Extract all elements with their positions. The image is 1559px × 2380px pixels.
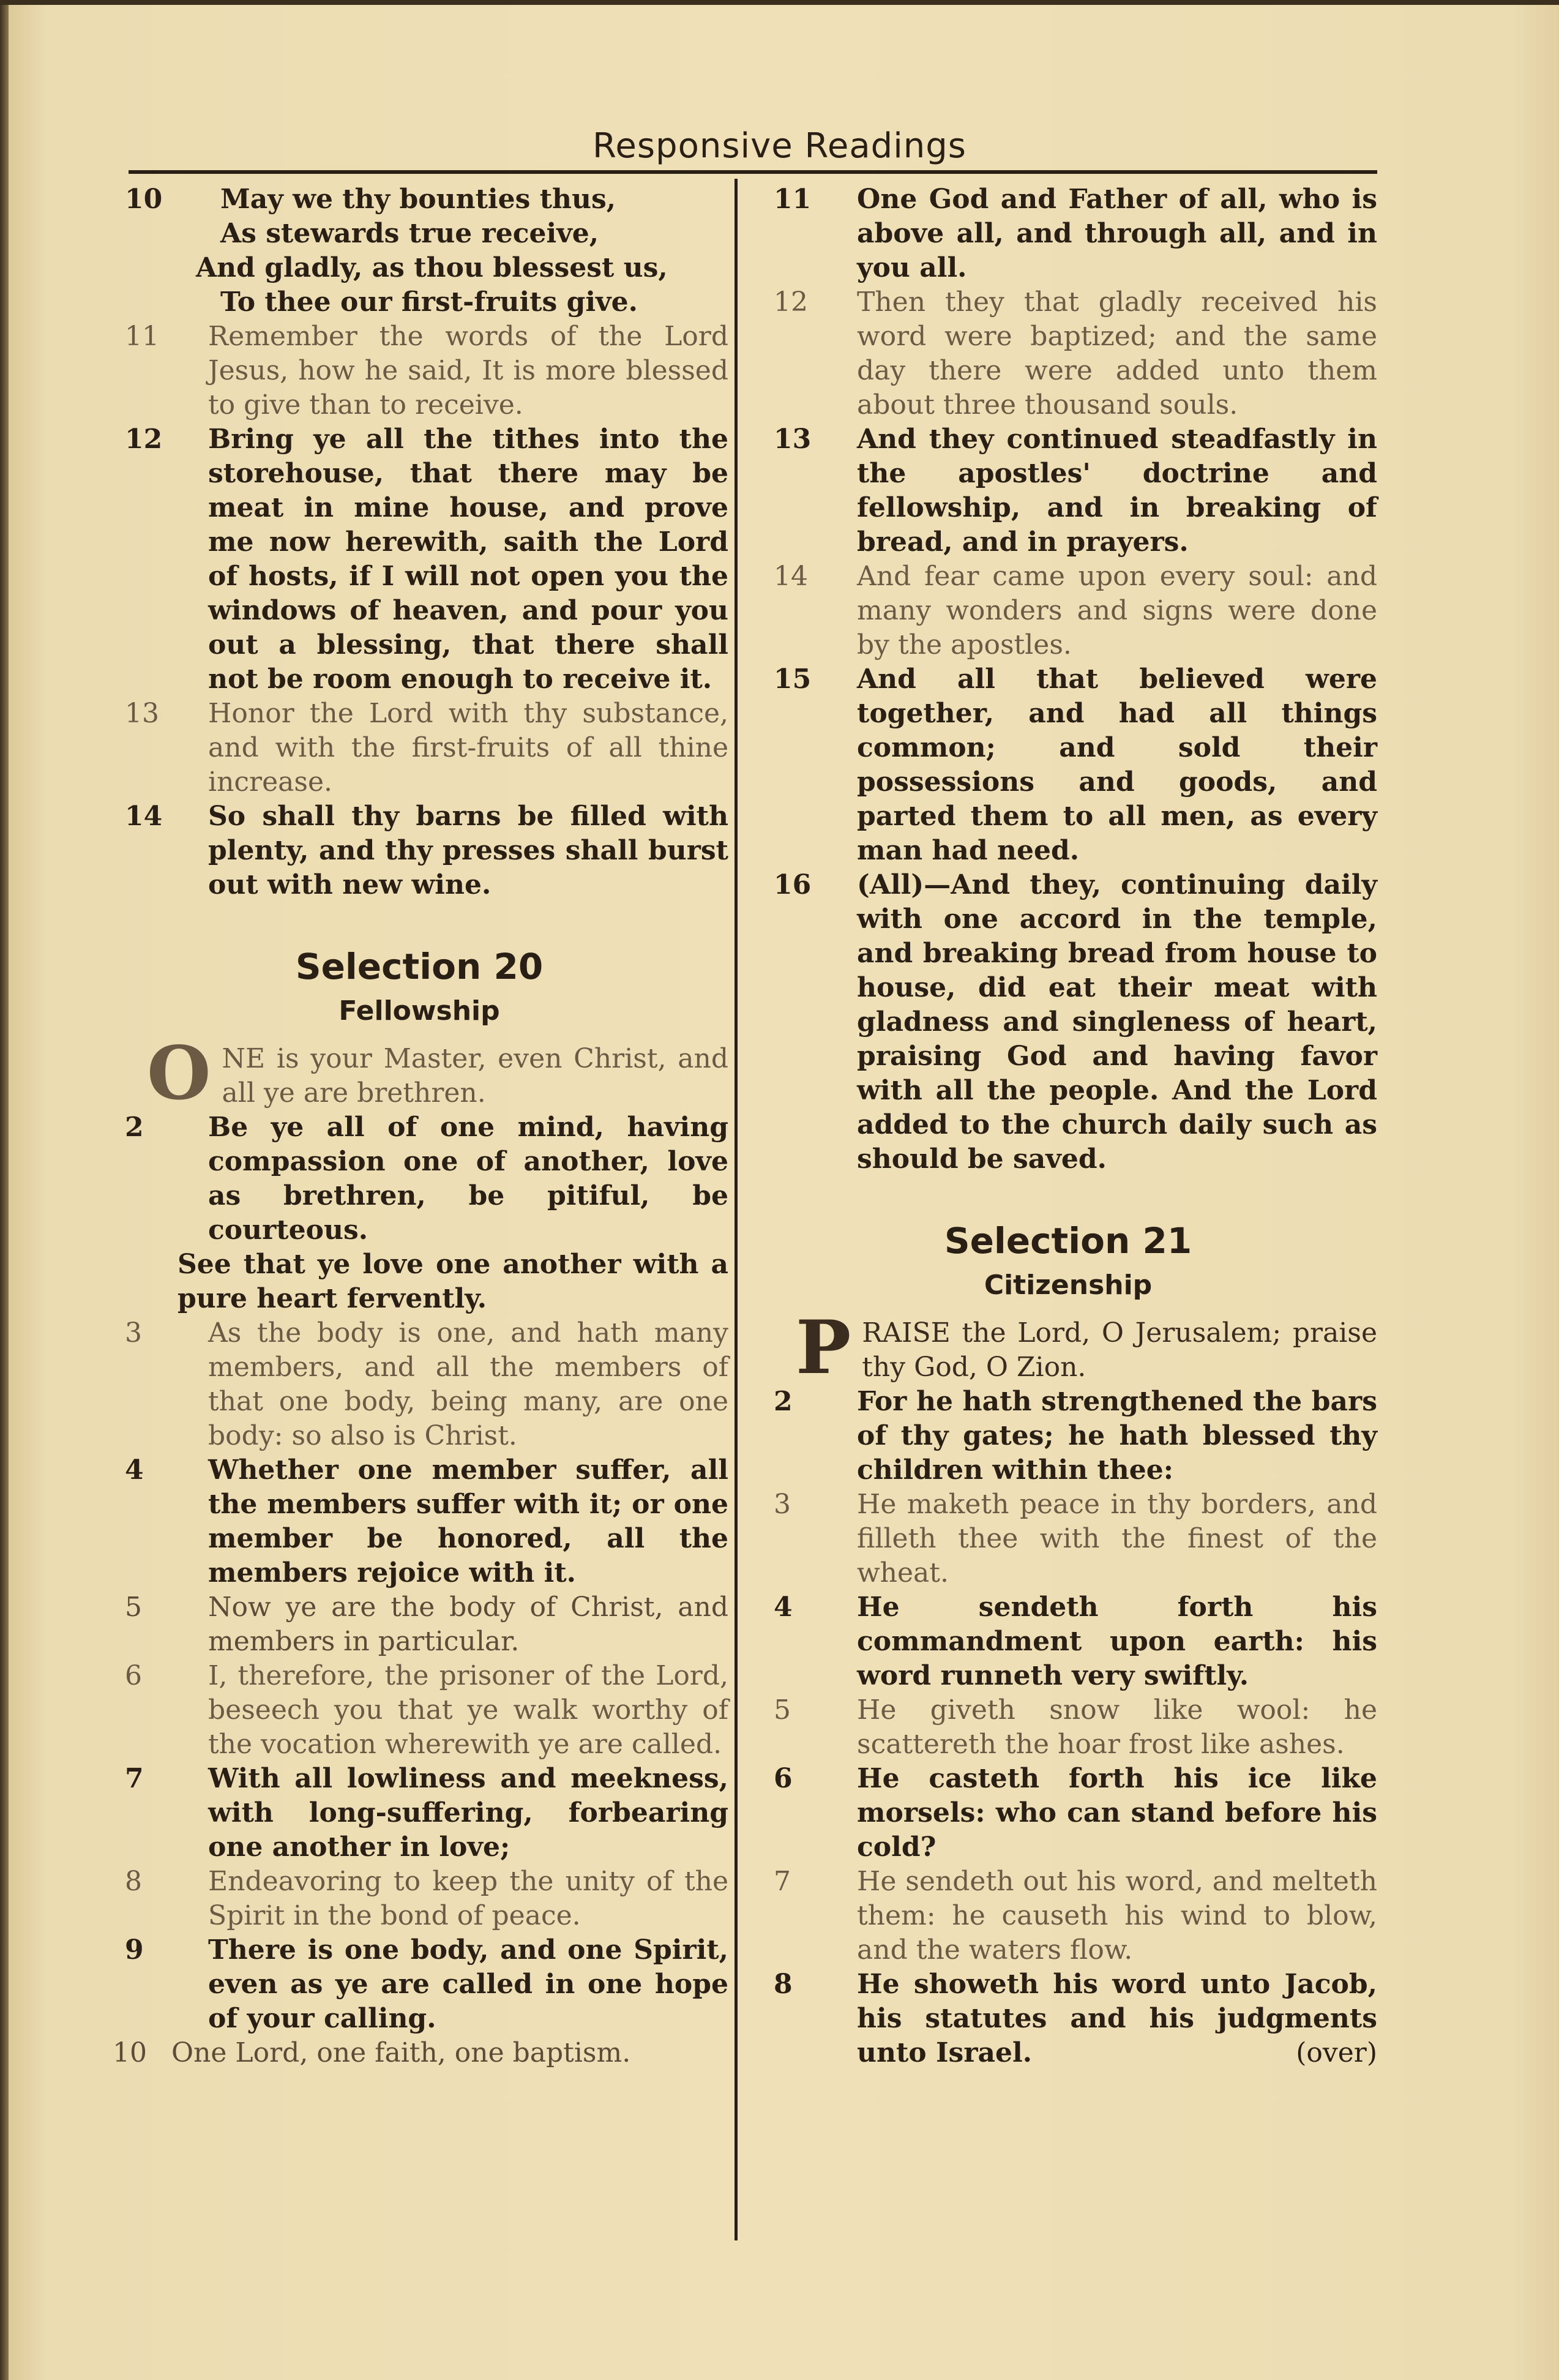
verse-number: 14 xyxy=(125,801,163,832)
selection-subtitle: Citizenship xyxy=(984,1270,1153,1301)
verse-text: One Lord, one faith, one baptism. xyxy=(171,2037,631,2068)
verse-number: 10 xyxy=(113,2037,147,2068)
verse xyxy=(759,182,1377,285)
verse-text: Bring ye all the tithes into the storehouse, that there may be meat in mine house, and prove me now herewith, saith the Lord of hosts, if I will not open you the windows of heaven, and pour you out a blessing, that there shall not be room enough to receive it. xyxy=(208,424,728,695)
verse-number: 11 xyxy=(125,321,159,352)
verse xyxy=(759,1762,1377,1865)
verse-number: 12 xyxy=(774,286,808,318)
verse-text: He casteth forth his ice like morsels: who can stand before his cold? xyxy=(857,1763,1377,1863)
verse-text: So shall thy barns be filled with plenty, and thy presses shall burst out with new wine. xyxy=(208,801,728,900)
verse-number: 3 xyxy=(125,1317,142,1349)
verse xyxy=(759,1590,1377,1693)
verse xyxy=(110,1933,728,2036)
verse-number: 13 xyxy=(774,424,812,455)
verse xyxy=(110,422,728,697)
verse-text: Whether one member suffer, all the members suffer with it; or one member be honored, all the members rejoice with it. xyxy=(208,1454,728,1589)
opening-verse xyxy=(110,1030,728,1117)
verse xyxy=(110,1865,728,1933)
selection-title: Selection 20 xyxy=(295,946,544,987)
verse xyxy=(110,1248,728,1316)
verse-number: 2 xyxy=(125,1112,144,1143)
verse-text: With all lowliness and meekness, with long-suffering, forbearing one another in love; xyxy=(208,1763,728,1863)
verse-number: 14 xyxy=(774,561,808,592)
verse-text: There is one body, and one Spirit, even as ye are called in one hope of your calling. xyxy=(208,1934,728,2034)
stanza-line: And gladly, as thou blessest us, xyxy=(196,252,668,283)
verse-text: Be ye all of one mind, having compassion one of another, love as brethren, be pitiful, be courteous. xyxy=(208,1112,728,1246)
verse xyxy=(110,1453,728,1590)
verse-text: Then they that gladly received his word were baptized; and the same day there were added unto them about three thousand souls. xyxy=(857,286,1377,421)
drop-cap: P xyxy=(796,1304,851,1391)
verse-number: 4 xyxy=(125,1454,144,1486)
verse xyxy=(110,1110,728,1248)
verse-number: 7 xyxy=(125,1763,144,1794)
verse-number: 7 xyxy=(774,1866,791,1897)
right-column xyxy=(759,182,1377,2070)
stanza-10 xyxy=(110,182,728,320)
verse xyxy=(759,662,1377,868)
verse-number: 16 xyxy=(774,869,812,900)
verse-number: 15 xyxy=(774,664,812,695)
verse-text: Now ye are the body of Christ, and members in particular. xyxy=(208,1592,728,1657)
verse-text: I, therefore, the prisoner of the Lord, beseech you that ye walk worthy of the vocation wherewith ye are called. xyxy=(208,1660,728,1760)
verse-text: He maketh peace in thy borders, and filleth thee with the finest of the wheat. xyxy=(857,1489,1377,1589)
verse xyxy=(759,1385,1377,1488)
verse-number: 8 xyxy=(774,1969,793,2000)
verse-number: 5 xyxy=(125,1592,142,1623)
verse-number: 4 xyxy=(774,1592,793,1623)
verse-number: 11 xyxy=(774,184,812,215)
page-title: Responsive Readings xyxy=(593,126,966,166)
verse-number: 5 xyxy=(774,1694,791,1726)
header-rule xyxy=(129,170,1377,174)
verse xyxy=(759,285,1377,422)
verse xyxy=(110,1316,728,1453)
verse-number: 10 xyxy=(125,184,163,215)
verse-text: See that ye love one another with a pure heart fervently. xyxy=(178,1249,728,1314)
verse xyxy=(759,1865,1377,1967)
verse xyxy=(759,1488,1377,1590)
verse xyxy=(759,1693,1377,1762)
verse xyxy=(110,320,728,422)
page-binding-edge xyxy=(0,0,9,2380)
verse-number: 12 xyxy=(125,424,163,455)
verse xyxy=(110,1590,728,1659)
verse-text: (All)—And they, continuing daily with one accord in the temple, and breaking bread from house to house, did eat their meat with gladness and singleness of heart, praising God and having favor with all the people. And the Lord added to the church daily such as should be saved. xyxy=(857,869,1377,1175)
verse-number: 9 xyxy=(125,1934,144,1966)
verse-text: He sendeth forth his commandment upon earth: his word runneth very swiftly. xyxy=(857,1592,1377,1691)
verse xyxy=(110,1659,728,1762)
verse-text: He sendeth out his word, and melteth them: he causeth his wind to blow, and the waters flow. xyxy=(857,1866,1377,1966)
verse-number: 6 xyxy=(774,1763,793,1794)
stanza-line: As stewards true receive, xyxy=(220,218,599,249)
verse-number: 13 xyxy=(125,698,159,729)
verse-number: 2 xyxy=(774,1386,793,1417)
opening-text: RAISE the Lord, O Jerusalem; praise thy God, O Zion. xyxy=(862,1317,1377,1383)
verse-text: One God and Father of all, who is above all, and through all, and in you all. xyxy=(857,184,1377,283)
opening-text: NE is your Master, even Christ, and all ye are brethren. xyxy=(222,1043,728,1109)
stanza-line: May we thy bounties thus, xyxy=(220,184,616,215)
continuation-note: (over) xyxy=(1296,2037,1377,2068)
verse xyxy=(759,868,1377,1177)
stanza-line: To thee our first-fruits give. xyxy=(220,286,638,318)
verse-text: Honor the Lord with thy substance, and with the first-fruits of all thine increase. xyxy=(208,698,728,798)
verse-text: Endeavoring to keep the unity of the Spirit in the bond of peace. xyxy=(208,1866,728,1931)
verse xyxy=(759,559,1377,662)
opening-verse xyxy=(759,1304,1377,1391)
verse-text: He giveth snow like wool: he scattereth the hoar frost like ashes. xyxy=(857,1694,1377,1760)
selection-subtitle: Fellowship xyxy=(338,995,500,1027)
verse-text: And all that believed were together, and had all things common; and sold their possessions and goods, and parted them to all men, as every man had need. xyxy=(857,664,1377,866)
verse xyxy=(759,1967,1377,2070)
verse-text: And they continued steadfastly in the apostles' doctrine and fellowship, and in breaking of bread, and in prayers. xyxy=(857,424,1377,558)
drop-cap: O xyxy=(147,1030,211,1117)
verse-text: Remember the words of the Lord Jesus, how he said, It is more blessed to give than to receive. xyxy=(208,321,728,421)
verse xyxy=(110,799,728,902)
verse xyxy=(110,697,728,799)
left-column xyxy=(110,182,728,2070)
verse-text: For he hath strengthened the bars of thy gates; he hath blessed thy children within thee: xyxy=(857,1386,1377,1486)
verse-number: 6 xyxy=(125,1660,142,1691)
verse xyxy=(110,2036,728,2070)
verse-number: 8 xyxy=(125,1866,142,1897)
selection-title: Selection 21 xyxy=(944,1220,1192,1262)
verse xyxy=(110,1762,728,1865)
verse-text: And fear came upon every soul: and many wonders and signs were done by the apostles. xyxy=(857,561,1377,660)
page-top-edge xyxy=(0,0,1559,5)
verse-text: He showeth his word unto Jacob, his statutes and his judgments unto Israel. xyxy=(857,1969,1377,2068)
verse-text: As the body is one, and hath many members, and all the members of that one body, being many, are one body: so also is Christ. xyxy=(208,1317,728,1451)
column-divider xyxy=(735,179,738,2240)
verse xyxy=(759,422,1377,559)
verse-number: 3 xyxy=(774,1489,791,1520)
